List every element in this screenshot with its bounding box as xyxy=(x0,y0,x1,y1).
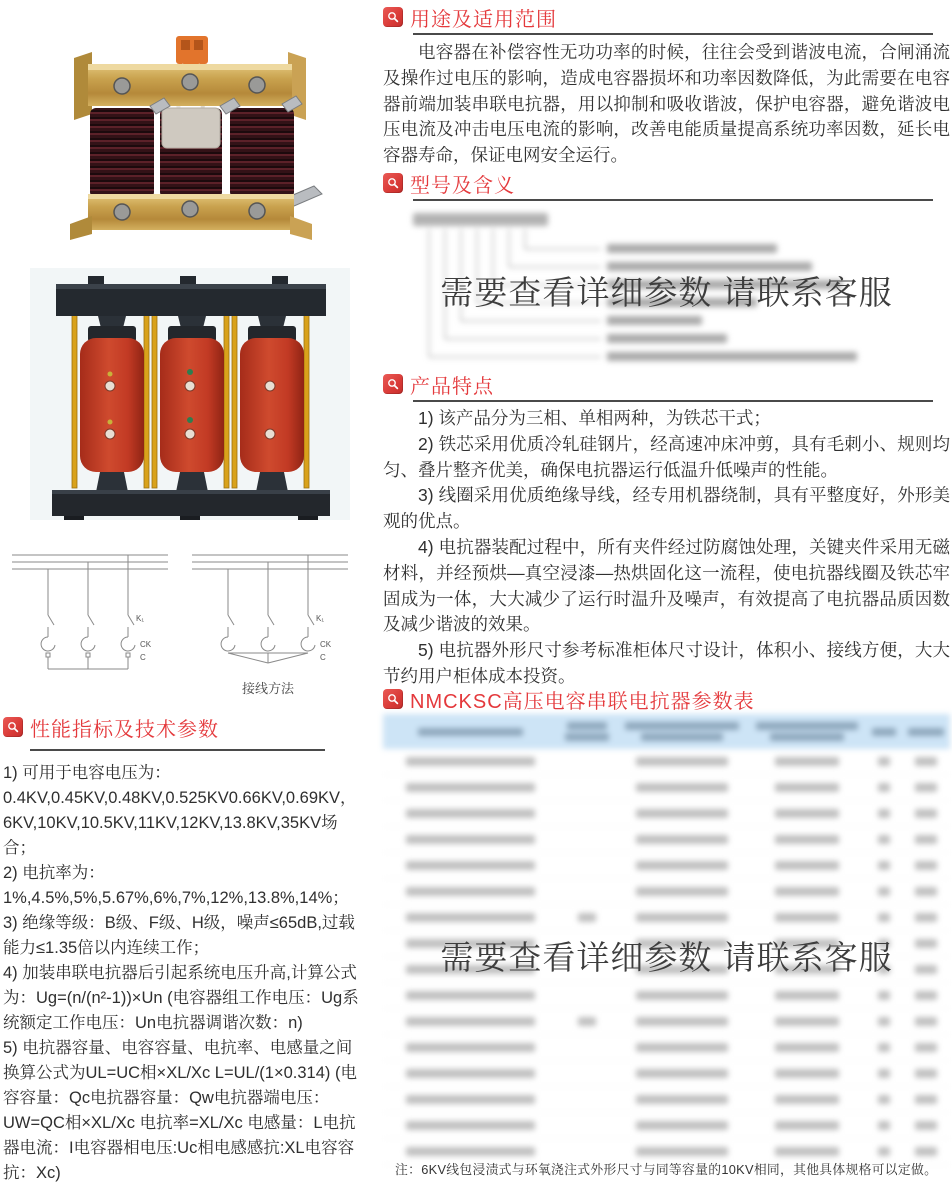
section-header-features xyxy=(383,371,494,397)
table-row xyxy=(383,1009,950,1035)
tech-item: 4) 加装串联电抗器后引起系统电压升高,计算公式为：Ug=(n/(n²-1))×Un (电容器组工作电压：Ug系统额定工作电压：Un电抗器调谐次数：n) xyxy=(3,964,359,1032)
params-table xyxy=(383,714,950,1165)
wiring-label-c-2: C xyxy=(320,653,326,662)
wiring-caption: 接线方法 xyxy=(241,681,295,696)
magnifier-icon xyxy=(383,173,403,193)
magnifier-icon xyxy=(383,7,403,27)
tech-params-text xyxy=(3,761,366,1186)
table-footnote: 注：6KV线包浸渍式与环氧浇注式外形尺寸与同等容量的10KV相同，其他具体规格可以定做。 xyxy=(395,1162,938,1177)
right-column xyxy=(383,0,950,1185)
reactor-photo-illustration-2 xyxy=(30,268,350,520)
table-row xyxy=(383,1061,950,1087)
wiring-label-c: C xyxy=(140,653,146,662)
feature-item: 5) 电抗器外形尺寸参考标准柜体尺寸设计，体积小、接线方便，大大节约用户柜体成本投资。 xyxy=(383,640,950,686)
table-row xyxy=(383,827,950,853)
tech-item: 1) 可用于电容电压为：0.4KV,0.45KV,0.48KV,0.525KV0.66KV,0.69KV，6KV,10KV,10.5KV,11KV,12KV,13.8KV,35KV场合； xyxy=(3,764,357,857)
params-table-header xyxy=(383,714,950,749)
wiring-label-ck: CK xyxy=(140,640,152,649)
product-photo-low-voltage-reactor xyxy=(30,28,350,250)
table-row xyxy=(383,1113,950,1139)
contact-service-overlay: 需要查看详细参数 请联系客服 xyxy=(440,939,893,976)
feature-item: 2) 铁芯采用优质冷轧硅钢片，经高速冲床冲剪，具有毛刺小、规则均匀、叠片整齐优美，确保电抗器运行低温升低噪声的性能。 xyxy=(383,433,950,480)
section-title: 型号及含义 xyxy=(410,174,515,197)
table-row xyxy=(383,801,950,827)
tech-item: 3) 绝缘等级：B级、F级、H级，噪声≤65dB,过载能力≤1.35倍以内连续工作； xyxy=(3,914,355,957)
wiring-diagram-svg xyxy=(0,545,380,703)
table-row xyxy=(383,775,950,801)
tech-item: 2) 电抗率为：1%,4.5%,5%,5.67%,6%,7%,12%,13.8%,14%； xyxy=(3,864,349,907)
table-row xyxy=(383,879,950,905)
section-divider xyxy=(413,33,933,35)
section-header-model xyxy=(383,170,515,196)
magnifier-icon xyxy=(383,689,403,709)
usage-paragraph: 电容器在补偿容性无功功率的时候，往往会受到谐波电流，合闸涌流及操作过电压的影响，造成电容器损坏和功率因数降低，为此需要在电容器前端加装串联电抗器，用以抑制和吸收谐波，保护电容器，避免谐波电压电流及冲击电压电流的影响，改善电能质量提高系统功率因数，延长电容器寿命，保证电网安全运行。 xyxy=(383,42,950,166)
wiring-label-ck-2: CK xyxy=(320,640,332,649)
model-meaning-blurred-block xyxy=(383,205,950,371)
table-row xyxy=(383,983,950,1009)
magnifier-icon xyxy=(3,717,23,737)
feature-item: 1) 该产品分为三相、单相两种，为铁芯干式； xyxy=(418,408,771,428)
wiring-diagram xyxy=(0,545,380,703)
contact-service-overlay: 需要查看详细参数 请联系客服 xyxy=(440,274,893,311)
section-header-tech-params xyxy=(3,714,219,740)
features-list xyxy=(383,406,950,690)
table-row xyxy=(383,1087,950,1113)
section-header-params-table xyxy=(383,686,755,712)
table-row xyxy=(383,1035,950,1061)
section-divider xyxy=(413,400,933,402)
table-row xyxy=(383,749,950,775)
section-header-usage xyxy=(383,4,557,30)
wiring-label-k1-2: K₁ xyxy=(316,614,325,623)
section-title: NMCKSC高压电容串联电抗器参数表 xyxy=(410,690,755,713)
feature-item: 3) 线圈采用优质绝缘导线，经专用机器绕制，具有平整度好，外形美观的优点。 xyxy=(383,485,950,532)
feature-item: 4) 电抗器装配过程中，所有夹件经过防腐蚀处理，关键夹件采用无磁材料，并经预烘—真空浸漆—热烘固化这一流程，使电抗器线圈及铁芯牢固成为一体，大大减少了运行时温升及噪声，有效提高了电抗器品质因数及减少谐波的效果。 xyxy=(383,536,950,635)
section-divider xyxy=(413,199,933,201)
table-row xyxy=(383,905,950,931)
section-divider xyxy=(30,749,325,751)
magnifier-icon xyxy=(383,374,403,394)
product-photo-high-voltage-reactor xyxy=(30,268,350,520)
tech-item: 5) 电抗器容量、电容容量、电抗率、电感量之间换算公式为UL=UC相×XL/Xc L=UL/(1×0.314) (电容容量：Qc电抗器容量：Qw电抗器端电压：UW=QC相×XL/Xc 电抗率=XL/Xc 电感量：L电抗器电流：I电容器相电压:Uc相电感感抗:XL电容容抗：Xc) xyxy=(3,1039,357,1182)
reactor-photo-illustration xyxy=(30,28,350,250)
wiring-label-k1: K₁ xyxy=(136,614,145,623)
section-title: 性能指标及技术参数 xyxy=(30,718,219,741)
section-title: 用途及适用范围 xyxy=(410,8,557,31)
table-row xyxy=(383,853,950,879)
section-title: 产品特点 xyxy=(410,375,494,398)
